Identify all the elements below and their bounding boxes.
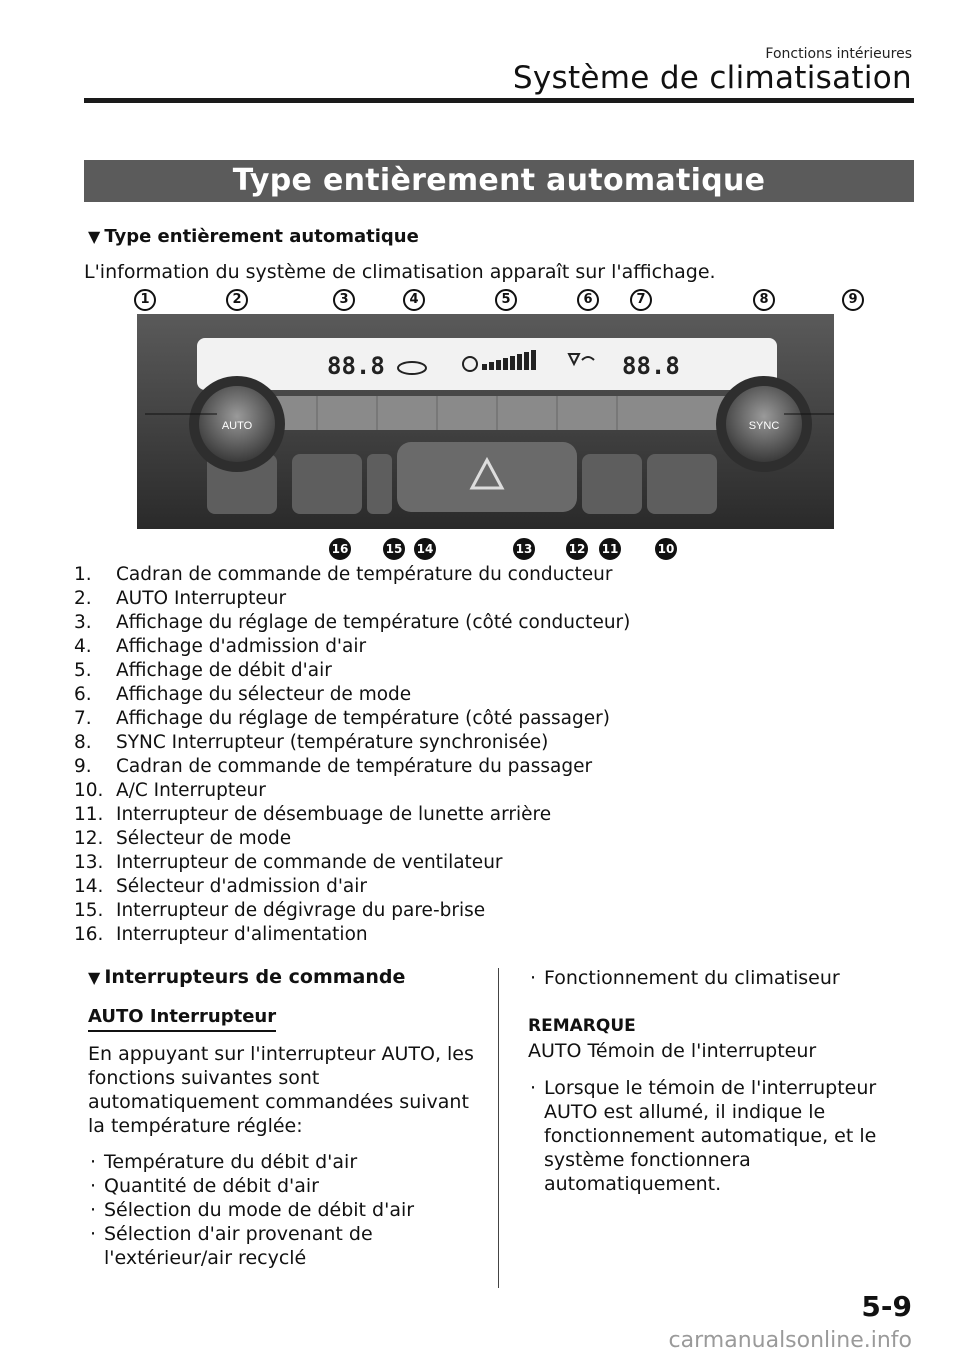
- legend-item: 14. Sélecteur d'admission d'air: [74, 876, 367, 897]
- legend-item: 10. A/C Interrupteur: [74, 780, 266, 801]
- callout-15: 15: [383, 538, 405, 560]
- intro-text: L'information du système de climatisation apparaît sur l'affichage.: [84, 261, 716, 283]
- legend-item: 5. Affichage de débit d'air: [74, 660, 332, 681]
- subsection-heading: [88, 226, 419, 247]
- legend-item: 9. Cadran de commande de température du passager: [74, 756, 593, 777]
- callout-12: 12: [566, 538, 588, 560]
- callout-16: 16: [329, 538, 351, 560]
- callout-2: 2: [226, 289, 248, 311]
- auto-paragraph: En appuyant sur l'interrupteur AUTO, les fonctions suivantes sont automatiquement commandées suivant la température réglée:: [88, 1043, 474, 1137]
- list-item: · Fonctionnement du climatiseur: [528, 966, 840, 990]
- list-item: · Quantité de débit d'air: [88, 1174, 488, 1198]
- right-temp-display: 88.8: [622, 352, 680, 380]
- callout-7: 7: [630, 289, 652, 311]
- triangle-marker-icon: ▼: [88, 968, 101, 987]
- remark-bullet-list: [528, 1076, 908, 1196]
- remark-subtitle: AUTO Témoin de l'interrupteur: [528, 1040, 817, 1062]
- legend-item: 16. Interrupteur d'alimentation: [74, 924, 368, 945]
- legend-item: 6. Affichage du sélecteur de mode: [74, 684, 412, 705]
- legend-item: 3. Affichage du réglage de température (côté conducteur): [74, 612, 631, 633]
- list-item: · Sélection d'air provenant de l'extérieur/air recyclé: [88, 1222, 488, 1270]
- legend-item: 12. Sélecteur de mode: [74, 828, 292, 849]
- column-divider: [498, 968, 499, 1288]
- right-bullet-list: [528, 966, 840, 990]
- callout-9: 9: [842, 289, 864, 311]
- list-item: · Lorsque le témoin de l'interrupteur AUTO est allumé, il indique le fonctionnement automatique, et le système fonctionnera automatiquement.: [528, 1076, 908, 1196]
- header-rule: [84, 98, 914, 103]
- controls-heading: [88, 966, 405, 988]
- watermark: carmanualsonline.info: [668, 1328, 912, 1353]
- right-knob-label: SYNC: [748, 420, 780, 432]
- left-knob-label: AUTO: [221, 420, 253, 432]
- controls-title: Interrupteurs de commande: [104, 966, 406, 988]
- legend-item: 2. AUTO Interrupteur: [74, 588, 287, 609]
- callout-5: 5: [495, 289, 517, 311]
- callout-13: 13: [513, 538, 535, 560]
- legend-item: 11. Interrupteur de désembuage de lunette arrière: [74, 804, 552, 825]
- subsection-title: Type entièrement automatique: [104, 226, 419, 247]
- auto-bullet-list: [88, 1150, 488, 1270]
- triangle-marker-icon: ▼: [88, 227, 101, 246]
- callout-14: 14: [414, 538, 436, 560]
- callout-8: 8: [753, 289, 775, 311]
- legend-item: 13. Interrupteur de commande de ventilateur: [74, 852, 503, 873]
- callout-3: 3: [333, 289, 355, 311]
- auto-switch-label: AUTO Interrupteur: [88, 1006, 276, 1032]
- legend-item: 8. SYNC Interrupteur (température synchronisée): [74, 732, 549, 753]
- header-title: Système de climatisation: [512, 60, 912, 96]
- callout-11: 11: [599, 538, 621, 560]
- callout-4: 4: [403, 289, 425, 311]
- legend-item: 7. Affichage du réglage de température (côté passager): [74, 708, 610, 729]
- legend-item: 15. Interrupteur de dégivrage du pare-brise: [74, 900, 486, 921]
- callout-10: 10: [655, 538, 677, 560]
- list-item: · Température du débit d'air: [88, 1150, 488, 1174]
- header-section: Fonctions intérieures: [765, 46, 912, 62]
- legend-list: [74, 563, 714, 947]
- list-item: · Sélection du mode de débit d'air: [88, 1198, 488, 1222]
- section-banner: Type entièrement automatique: [84, 160, 914, 202]
- page-number: 5-9: [861, 1290, 912, 1323]
- remark-title: REMARQUE: [528, 1016, 636, 1036]
- legend-item: 4. Affichage d'admission d'air: [74, 636, 367, 657]
- callout-6: 6: [577, 289, 599, 311]
- climate-panel-illustration: [137, 314, 834, 529]
- legend-item: 1. Cadran de commande de température du conducteur: [74, 564, 613, 585]
- callout-1: 1: [134, 289, 156, 311]
- left-temp-display: 88.8: [327, 352, 385, 380]
